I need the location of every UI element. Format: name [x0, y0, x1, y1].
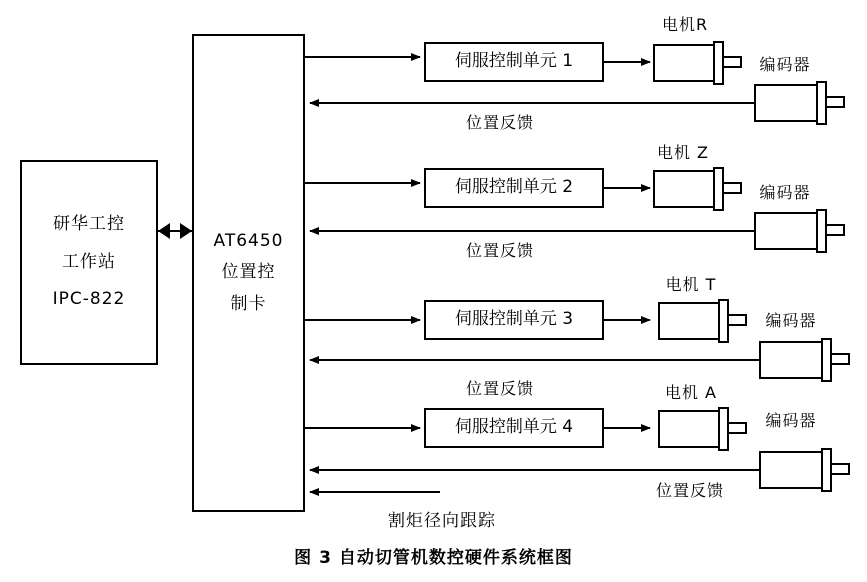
control-card-line-2: 位置控 — [221, 262, 276, 283]
control-card-box[interactable] — [192, 34, 305, 512]
workstation-box[interactable] — [20, 160, 158, 365]
motor-label-t: 电机 T — [665, 275, 717, 294]
figure-caption: 图 3 自动切管机数控硬件系统框图 — [294, 548, 573, 568]
encoder-label-2: 编码器 — [759, 183, 811, 202]
feedback-label-1: 位置反馈 — [465, 113, 534, 132]
encoder-shape-2 — [755, 210, 844, 252]
link-workstation-card — [158, 223, 192, 239]
motor-shape-a — [659, 408, 746, 450]
motor-label-r: 电机R — [661, 15, 709, 34]
servo-unit-1-label: 伺服控制单元 1 — [454, 51, 574, 72]
servo-unit-4-label: 伺服控制单元 4 — [454, 417, 574, 438]
servo-unit-3[interactable] — [424, 300, 604, 340]
motor-shape-r — [654, 42, 741, 84]
motor-label-z: 电机 Z — [656, 143, 710, 162]
servo-unit-4[interactable] — [424, 408, 604, 448]
feedback-label-2: 位置反馈 — [465, 241, 534, 260]
feedback-label-4: 位置反馈 — [655, 481, 724, 500]
encoder-label-3: 编码器 — [765, 311, 817, 330]
encoder-shape-4 — [760, 449, 849, 491]
encoder-shape-3 — [760, 339, 849, 381]
encoder-label-4: 编码器 — [765, 411, 817, 430]
control-card-line-3: 制卡 — [230, 293, 267, 314]
bottom-input-label: 割炬径向跟踪 — [388, 511, 496, 531]
motor-label-a: 电机 A — [664, 383, 718, 402]
workstation-line-2: 工作站 — [62, 251, 116, 272]
encoder-shape-1 — [755, 82, 844, 124]
workstation-line-3: IPC-822 — [52, 289, 126, 310]
control-card-line-1: AT6450 — [213, 230, 284, 251]
feedback-label-3: 位置反馈 — [465, 379, 534, 398]
servo-unit-3-label: 伺服控制单元 3 — [454, 309, 574, 330]
servo-unit-1[interactable] — [424, 42, 604, 82]
servo-unit-2[interactable] — [424, 168, 604, 208]
motor-shape-z — [654, 168, 741, 210]
servo-unit-2-label: 伺服控制单元 2 — [454, 177, 574, 198]
motor-shape-t — [659, 300, 746, 342]
workstation-line-1: 研华工控 — [53, 214, 125, 235]
encoder-label-1: 编码器 — [759, 55, 811, 74]
